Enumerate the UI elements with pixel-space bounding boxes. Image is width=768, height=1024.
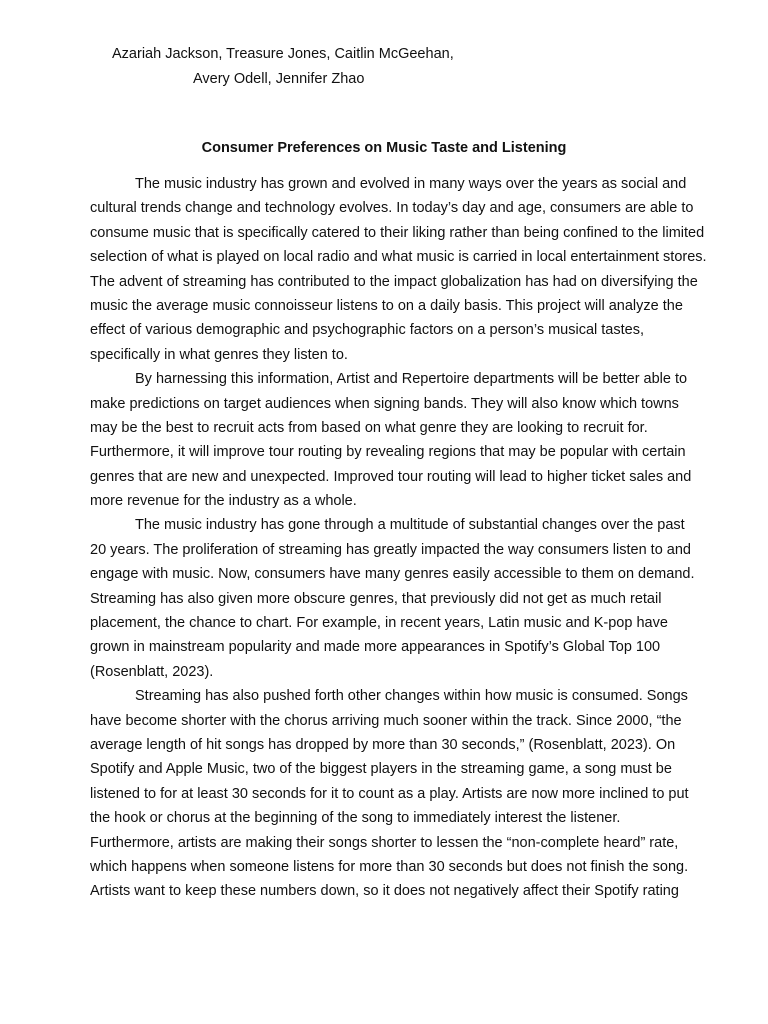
paragraph-3-line: placement, the chance to chart. For example, in recent years, Latin music and K-pop have <box>90 615 668 632</box>
paragraph-3-line: engage with music. Now, consumers have many genres easily accessible to them on demand. <box>90 566 695 583</box>
paragraph-1-line: music the average music connoisseur listens to on a daily basis. This project will analyze the <box>90 297 683 314</box>
paragraph-4-line: the hook or chorus at the beginning of the song to immediately interest the listener. <box>90 810 621 827</box>
paragraph-3-line: The music industry has gone through a multitude of substantial changes over the past <box>135 517 685 534</box>
paragraph-1-line: effect of various demographic and psychographic factors on a person’s musical tastes, <box>90 322 644 339</box>
paragraph-3-line: grown in mainstream popularity and made more appearances in Spotify’s Global Top 100 <box>90 639 661 656</box>
paragraph-4-line: average length of hit songs has dropped by more than 30 seconds,” (Rosenblatt, 2023). On <box>90 736 676 753</box>
document-body <box>90 174 707 906</box>
paragraph-4-line: listened to for at least 30 seconds for it to count as a play. Artists are now more inclined to put <box>90 785 689 802</box>
paragraph-1-line: consume music that is specifically catered to their liking rather than being confined to the limited <box>90 224 705 241</box>
paragraph-4-line: Furthermore, artists are making their songs shorter to lessen the “non-complete heard” rate, <box>90 834 679 851</box>
paragraph-3-line: Streaming has also given more obscure genres, that previously did not get as much retail <box>90 590 662 607</box>
paragraph-2-line: more revenue for the industry as a whole. <box>90 493 357 510</box>
paragraph-4-line: have become shorter with the chorus arriving much sooner within the track. Since 2000, “the <box>90 712 682 729</box>
paragraph-1-line: selection of what is played on local radio and what music is carried in local entertainment stores. <box>90 249 707 266</box>
authors-line-1: Azariah Jackson, Treasure Jones, Caitlin McGeehan, <box>112 46 454 62</box>
paragraph-2-line: By harnessing this information, Artist and Repertoire departments will be better able to <box>135 371 688 388</box>
paragraph-2-line: genres that are new and unexpected. Improved tour routing will lead to higher ticket sales and <box>90 468 692 485</box>
paragraph-4-line: Streaming has also pushed forth other changes within how music is consumed. Songs <box>135 688 688 705</box>
paragraph-3-line: 20 years. The proliferation of streaming has greatly impacted the way consumers listen to and <box>90 541 691 558</box>
document-title: Consumer Preferences on Music Taste and Listening <box>201 140 567 156</box>
paragraph-2-line: may be the best to recruit acts from based on what genre they are looking to recruit for. <box>90 419 648 436</box>
paragraph-1-line: specifically in what genres they listen to. <box>90 346 348 363</box>
paragraph-2-line: Furthermore, it will improve tour routing by revealing regions that may be popular with certain <box>90 444 686 461</box>
paragraph-4-line: which happens when someone listens for more than 30 seconds but does not finish the song. <box>90 858 689 875</box>
paragraph-4-line: Spotify and Apple Music, two of the biggest players in the streaming game, a song must be <box>90 761 672 778</box>
paragraph-4-line: Artists want to keep these numbers down, so it does not negatively affect their Spotify rating <box>90 883 679 900</box>
paragraph-3-line: (Rosenblatt, 2023). <box>90 663 214 680</box>
paragraph-1-line: The music industry has grown and evolved in many ways over the years as social and <box>135 176 687 192</box>
paragraph-1-line: cultural trends change and technology evolves. In today’s day and age, consumers are able to <box>90 200 694 217</box>
paragraph-2-line: make predictions on target audiences when signing bands. They will also know which towns <box>90 395 679 412</box>
paragraph-1-line: The advent of streaming has contributed to the impact globalization has had on diversifying the <box>90 273 698 290</box>
authors-line-2: Avery Odell, Jennifer Zhao <box>193 71 365 87</box>
